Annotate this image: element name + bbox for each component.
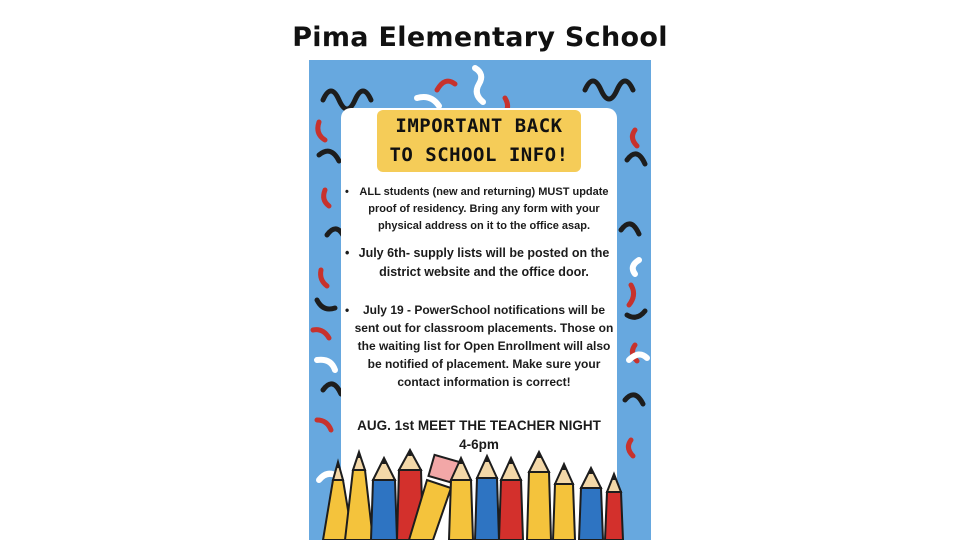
event-time: 4-6pm (459, 437, 499, 452)
headline-banner (377, 110, 581, 172)
info-bullet-supply-lists (345, 244, 615, 282)
slide-title: Pima Elementary School (292, 22, 668, 53)
bullet-dot: • (345, 246, 350, 260)
meet-teacher-event (341, 416, 617, 454)
bullet-text: July 6th- supply lists will be posted on the district website and the office door. (358, 246, 610, 279)
bullet-text: July 19 - PowerSchool notifications will be sent out for classroom placements. Those on the waiting list for Open Enrollment will also be notified of placement. Make sure your contact information is correct! (354, 303, 614, 389)
info-bullet-residency (345, 184, 615, 235)
bullet-text: ALL students (new and returning) MUST update proof of residency. Bring any form with your physical address on it to the office asap. (359, 186, 609, 232)
bullet-dot: • (345, 186, 349, 198)
flyer-image (309, 60, 651, 540)
event-title: AUG. 1st MEET THE TEACHER NIGHT (357, 418, 601, 433)
banner-line-1: IMPORTANT BACK (395, 115, 563, 137)
bullet-dot: • (345, 303, 350, 317)
info-bullet-powerschool (345, 301, 615, 391)
banner-line-2: TO SCHOOL INFO! (389, 144, 569, 166)
